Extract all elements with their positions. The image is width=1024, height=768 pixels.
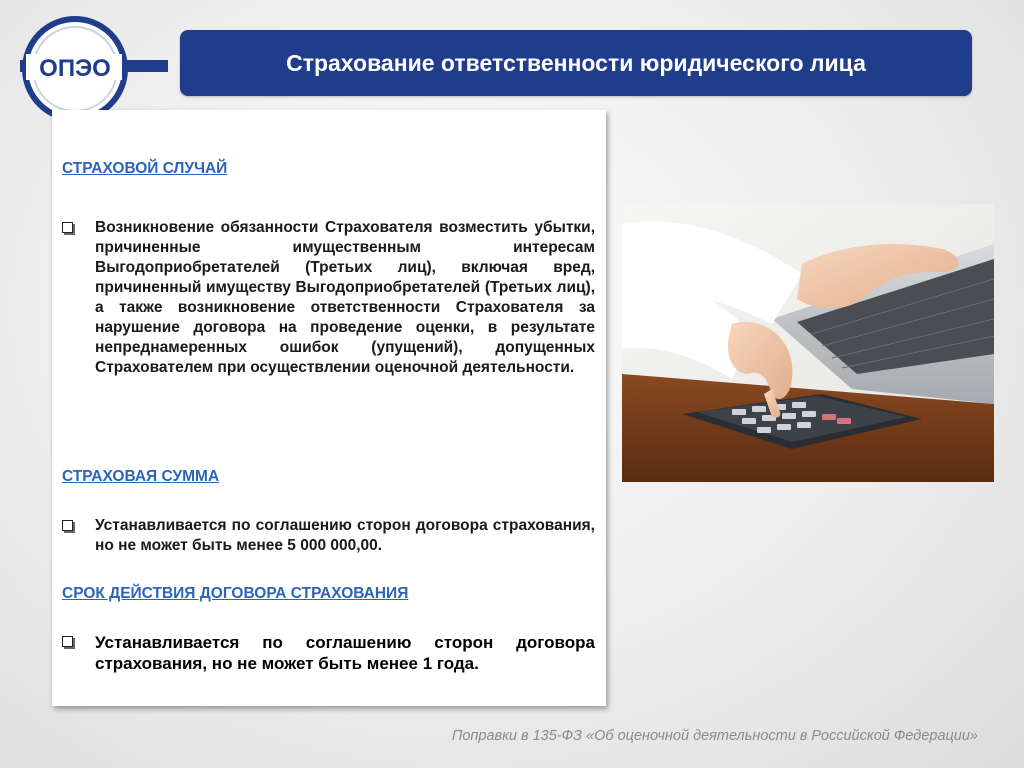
bullet-text: Устанавливается по соглашению сторон договора страхования, но не может быть менее 5 000 000,00. [95, 517, 595, 554]
bullet-insured-event [62, 218, 595, 378]
section-title-sum-insured: СТРАХОВАЯ СУММА [62, 468, 220, 485]
title-bar [180, 30, 972, 96]
checkbox-bullet-icon [62, 222, 73, 233]
section-title-insured-event: СТРАХОВОЙ СЛУЧАЙ [62, 160, 228, 177]
content-panel [52, 110, 606, 706]
bullet-text: Устанавливается по соглашению сторон договора страхования, но не может быть менее 1 года. [95, 633, 595, 673]
bullet-text: Возникновение обязанности Страхователя возместить убытки, причиненные имущественным интересам Выгодоприобретателей (Третьих лиц), включая вред, причиненный имуществу Выгодоприобретателей (Третьих лиц), а также возникновение ответственности Страхователя за нарушение договора на проведение оценки, в результате непреднамеренных ошибок (упущений), допущенных Страхователем при осуществлении оценочной деятельности. [95, 219, 595, 376]
logo-text: ОПЭО [39, 55, 111, 82]
footer-note: Поправки в 135-ФЗ «Об оценочной деятельности в Российской Федерации» [451, 728, 978, 744]
checkbox-bullet-icon [62, 636, 73, 647]
calculator-photo [622, 204, 994, 482]
section-title-contract-term: СРОК ДЕЙСТВИЯ ДОГОВОРА СТРАХОВАНИЯ [62, 585, 409, 602]
slide-title: Страхование ответственности юридического лица [286, 49, 866, 76]
bullet-sum-insured [62, 516, 595, 556]
bullet-contract-term [62, 632, 595, 674]
company-logo [20, 14, 170, 124]
checkbox-bullet-icon [62, 520, 73, 531]
